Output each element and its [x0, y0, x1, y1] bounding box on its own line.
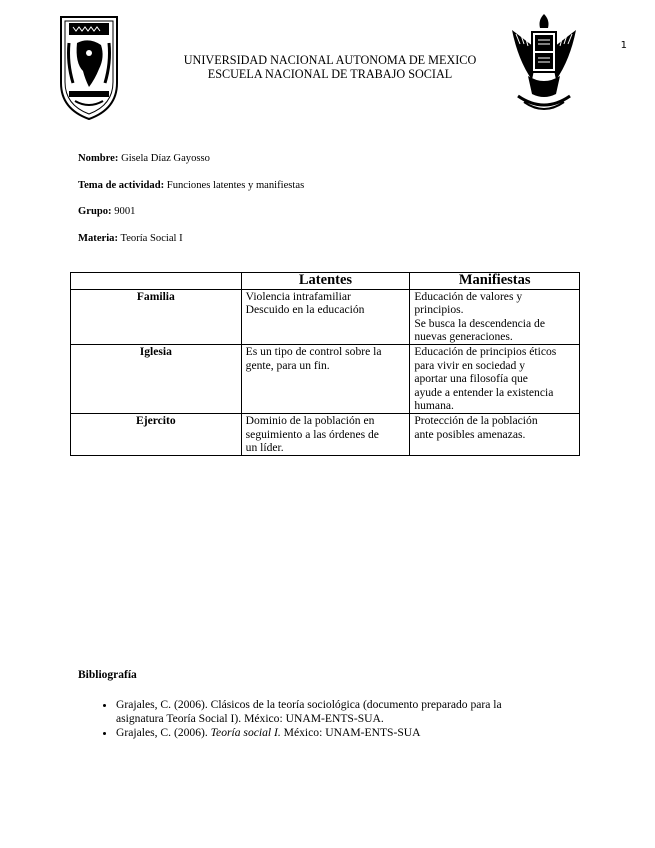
citation-title: Teoría social I.: [210, 726, 281, 739]
table-header-latentes: Latentes: [241, 273, 410, 290]
list-item: [116, 698, 616, 726]
cell-line: Dominio de la población en: [245, 413, 375, 427]
list-item: [116, 726, 616, 740]
cell-line: seguimiento a las órdenes de: [245, 427, 379, 441]
field-tema: [78, 180, 304, 191]
bibliography-title: Bibliografía: [78, 669, 137, 681]
cell-line: gente, para un fin.: [245, 358, 330, 372]
cell-line: Educación de principios éticos: [414, 344, 557, 358]
table-header-manifiestas: Manifiestas: [410, 273, 580, 290]
citation-line: asignatura Teoría Social I). México: UNAM-ENTS-SUA.: [116, 712, 384, 725]
manifiestas-cell: [410, 344, 580, 413]
table-header-row: [71, 273, 580, 290]
page-number: 1: [620, 40, 627, 51]
field-tema-label: Tema de actividad:: [78, 180, 165, 191]
table-row: [71, 289, 580, 344]
row-label: Familia: [71, 289, 242, 344]
field-grupo-value: 9001: [114, 206, 136, 217]
cell-line: ayude a entender la existencia: [414, 385, 554, 399]
manifiestas-cell: [410, 289, 580, 344]
citation-line: • Grajales, C. (2006). Clásicos de la teoría sociológica (documento preparado para la: [116, 698, 502, 711]
cell-line: Se busca la descendencia de: [414, 316, 546, 330]
latentes-cell: [241, 289, 410, 344]
latentes-cell: [241, 344, 410, 413]
ents-eagle-crest-icon: [508, 10, 580, 118]
row-label: Ejercito: [71, 413, 242, 455]
field-nombre: [78, 153, 210, 164]
field-nombre-label: Nombre:: [78, 153, 119, 164]
cell-line: humana.: [414, 399, 454, 413]
field-grupo: [78, 206, 135, 217]
latentes-cell: [241, 413, 410, 455]
unam-crest-icon: [55, 13, 123, 121]
cell-line: nuevas generaciones.: [414, 330, 513, 344]
bibliography-list: [78, 698, 616, 740]
cell-line: Es un tipo de control sobre la: [245, 344, 382, 358]
cell-line: Protección de la población: [414, 413, 538, 427]
field-materia: [78, 233, 183, 244]
cell-line: Descuido en la educación: [245, 303, 365, 317]
row-label: Iglesia: [71, 344, 242, 413]
cell-line: Educación de valores y: [414, 289, 523, 303]
field-materia-label: Materia:: [78, 233, 118, 244]
citation-text: Grajales, C. (2006).: [116, 726, 211, 739]
school-title: ESCUELA NACIONAL DE TRABAJO SOCIAL: [207, 67, 453, 81]
table-row: [71, 344, 580, 413]
manifiestas-cell: [410, 413, 580, 455]
functions-table: [70, 272, 580, 456]
field-tema-value: Funciones latentes y manifiestas: [166, 180, 305, 191]
cell-line: aportar una filosofía que: [414, 372, 528, 386]
citation-text: México: UNAM-ENTS-SUA: [280, 726, 421, 739]
table-header-empty: [71, 273, 242, 290]
table-row: [71, 413, 580, 455]
cell-line: para vivir en sociedad y: [414, 358, 526, 372]
university-title: UNIVERSIDAD NACIONAL AUTONOMA DE MEXICO: [183, 53, 477, 67]
cell-line: Violencia intrafamiliar: [245, 289, 351, 303]
field-materia-value: Teoría Social I: [120, 233, 183, 244]
cell-line: un líder.: [245, 441, 284, 455]
cell-line: principios.: [414, 303, 464, 317]
field-grupo-label: Grupo:: [78, 206, 112, 217]
field-nombre-value: Gisela Díaz Gayosso: [121, 153, 210, 164]
cell-line: ante posibles amenazas.: [414, 427, 526, 441]
